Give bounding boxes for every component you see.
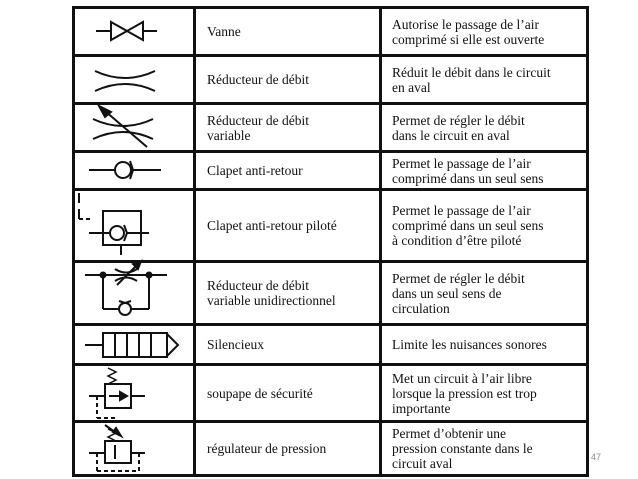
page-number: 47: [591, 452, 602, 462]
table-row: [75, 366, 586, 423]
piloted-check-valve-icon: [75, 191, 196, 260]
silencer-icon: [75, 326, 196, 363]
table-row: [75, 105, 586, 153]
table-row: [75, 191, 586, 263]
safety-valve-icon: [75, 366, 196, 420]
table-row: [75, 57, 586, 105]
symbols-table: [72, 6, 589, 477]
component-description: Permet de régler le débit dans le circuit en aval: [392, 112, 525, 143]
component-name: Réducteur de débit: [207, 72, 309, 87]
table-row: [75, 153, 586, 191]
valve-icon: [75, 9, 196, 54]
check-valve-icon: [75, 153, 196, 188]
component-name: régulateur de pression: [207, 441, 327, 456]
component-name: soupape de sécurité: [207, 385, 313, 401]
table-row: [75, 9, 586, 57]
component-description: Met un circuit à l’air libre lorsque la pression est trop importante: [392, 370, 537, 416]
component-description: Permet de régler le débit dans un seul sens de circulation: [392, 270, 525, 316]
flow-restrictor-icon: [75, 57, 196, 102]
component-description: Réduit le débit dans le circuit en aval: [392, 64, 551, 95]
component-name: Réducteur de débit variable unidirectionnel: [207, 278, 336, 308]
one-way-flow-control-icon: [75, 263, 196, 323]
component-description: Autorise le passage de l’air comprimé si elle est ouverte: [392, 16, 545, 47]
table-row: [75, 423, 586, 474]
component-name: Silencieux: [207, 337, 264, 352]
component-name: Réducteur de débit variable: [207, 112, 309, 143]
component-name: Clapet anti-retour piloté: [207, 218, 337, 233]
component-description: Permet le passage de l’air comprimé dans un seul sens à condition d’être piloté: [392, 203, 544, 248]
component-name: Clapet anti-retour: [207, 163, 303, 178]
component-description: Permet d’obtenir une pression constante dans le circuit aval: [392, 426, 533, 471]
component-name: Vanne: [207, 24, 241, 39]
variable-flow-restrictor-icon: [75, 105, 196, 150]
table-row: [75, 326, 586, 366]
pressure-regulator-icon: [75, 423, 196, 474]
component-description: Permet le passage de l’air comprimé dans un seul sens: [392, 155, 544, 186]
component-description: Limite les nuisances sonores: [392, 337, 547, 352]
table-row: [75, 263, 586, 326]
